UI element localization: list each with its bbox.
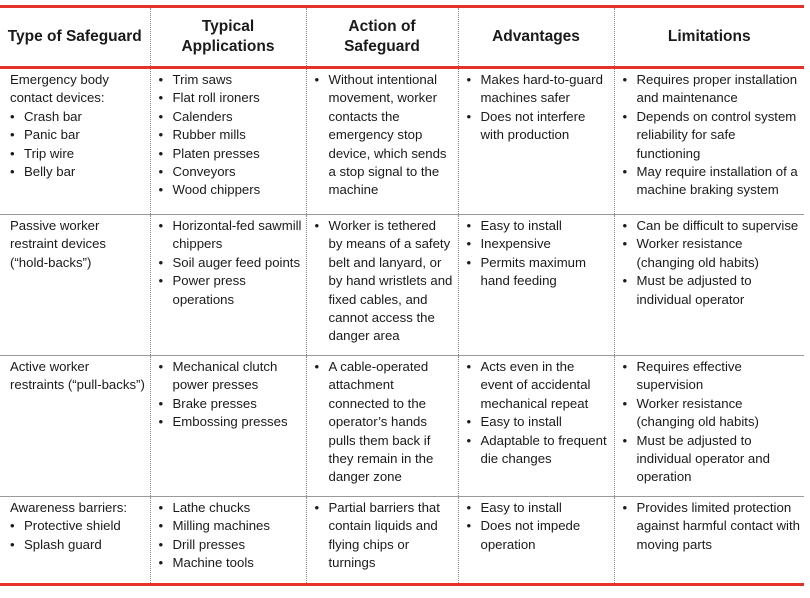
safeguard-type-cell — [0, 68, 150, 215]
limitations-cell — [614, 356, 804, 497]
header-row — [0, 8, 804, 68]
list-item: • Crash bar — [10, 108, 146, 126]
advantages-list — [467, 499, 610, 554]
list-item: • Machine tools — [159, 554, 302, 572]
applications-list — [159, 499, 302, 573]
list-item: • Rubber mills — [159, 126, 302, 144]
advantages-cell — [458, 215, 614, 356]
action-cell — [306, 356, 458, 497]
header-advantages: Advantages — [458, 8, 614, 68]
list-item: • Does not impede operation — [467, 517, 610, 554]
list-item: • Without intentional movement, worker contacts the emergency stop device, which sends a stop signal to the machine — [315, 71, 454, 200]
list-item: • Makes hard-to-guard machines safer — [467, 71, 610, 108]
list-item: • Acts even in the event of accidental mechanical repeat — [467, 358, 610, 413]
list-item: • Flat roll ironers — [159, 89, 302, 107]
list-item: • Permits maximum hand feeding — [467, 254, 610, 291]
list-item: • Platen presses — [159, 145, 302, 163]
list-item: • Trim saws — [159, 71, 302, 89]
applications-list — [159, 217, 302, 309]
table-row — [0, 356, 804, 497]
limitations-list — [623, 71, 801, 200]
list-item: • Calenders — [159, 108, 302, 126]
list-item: • Inexpensive — [467, 235, 610, 253]
list-item: • Must be adjusted to individual operator and operation — [623, 432, 801, 487]
list-item: • Easy to install — [467, 499, 610, 517]
list-item: • Can be difficult to supervise — [623, 217, 801, 235]
list-item: • Lathe chucks — [159, 499, 302, 517]
safeguard-type-cell — [0, 497, 150, 585]
table-header — [0, 8, 804, 68]
list-item: • Drill presses — [159, 536, 302, 554]
safeguard-type-list — [10, 517, 146, 554]
header-action-of-safeguard: Action of Safeguard — [306, 8, 458, 68]
list-item: • Wood chippers — [159, 181, 302, 199]
list-item: • Depends on control system reliability for safe functioning — [623, 108, 801, 163]
list-item: • May require installation of a machine braking system — [623, 163, 801, 200]
list-item: • Belly bar — [10, 163, 146, 181]
safeguard-type-cell — [0, 215, 150, 356]
header-typical-applications: Typical Applications — [150, 8, 306, 68]
applications-cell — [150, 215, 306, 356]
limitations-list — [623, 499, 801, 554]
list-item: • Conveyors — [159, 163, 302, 181]
list-item: • Adaptable to frequent die changes — [467, 432, 610, 469]
list-item: • Mechanical clutch power presses — [159, 358, 302, 395]
header-limitations: Limitations — [614, 8, 804, 68]
list-item: • Trip wire — [10, 145, 146, 163]
limitations-list — [623, 358, 801, 487]
table-row — [0, 497, 804, 585]
action-list — [315, 499, 454, 573]
limitations-cell — [614, 68, 804, 215]
applications-list — [159, 71, 302, 200]
limitations-cell — [614, 497, 804, 585]
list-item: • Does not interfere with production — [467, 108, 610, 145]
header-type-of-safeguard: Type of Safeguard — [0, 8, 150, 68]
list-item: • Requires proper installation and maintenance — [623, 71, 801, 108]
applications-cell — [150, 497, 306, 585]
safeguard-comparison-table — [0, 8, 804, 586]
action-list — [315, 217, 454, 346]
list-item: • Splash guard — [10, 536, 146, 554]
safeguard-type-title: Awareness barriers: — [10, 500, 128, 515]
advantages-cell — [458, 68, 614, 215]
list-item: • Provides limited protection against harmful contact with moving parts — [623, 499, 801, 554]
list-item: • Must be adjusted to individual operator — [623, 272, 801, 309]
applications-list — [159, 358, 302, 432]
safeguard-type-list — [10, 108, 146, 182]
applications-cell — [150, 68, 306, 215]
limitations-cell — [614, 215, 804, 356]
list-item: • Embossing presses — [159, 413, 302, 431]
list-item: • Easy to install — [467, 413, 610, 431]
advantages-list — [467, 358, 610, 468]
list-item: • Worker is tethered by means of a safety belt and lanyard, or by hand wristlets and fixed cables, and cannot access the danger area — [315, 217, 454, 346]
list-item: • Panic bar — [10, 126, 146, 144]
list-item: • Requires effective supervision — [623, 358, 801, 395]
action-cell — [306, 68, 458, 215]
list-item: • A cable-operated attachment connected to the operator’s hands pulls them back if they remain in the danger zone — [315, 358, 454, 487]
advantages-list — [467, 71, 610, 145]
safeguard-type-cell — [0, 356, 150, 497]
list-item: • Soil auger feed points — [159, 254, 302, 272]
list-item: • Partial barriers that contain liquids and flying chips or turnings — [315, 499, 454, 573]
list-item: • Milling machines — [159, 517, 302, 535]
list-item: • Easy to install — [467, 217, 610, 235]
limitations-list — [623, 217, 801, 309]
list-item: • Power press operations — [159, 272, 302, 309]
table-row — [0, 215, 804, 356]
list-item: • Worker resistance (changing old habits) — [623, 395, 801, 432]
list-item: • Worker resistance (changing old habits) — [623, 235, 801, 272]
action-list — [315, 71, 454, 200]
advantages-cell — [458, 356, 614, 497]
action-cell — [306, 497, 458, 585]
safeguard-type-title: Emergency body contact devices: — [10, 72, 109, 106]
table-row — [0, 68, 804, 215]
advantages-list — [467, 217, 610, 291]
list-item: • Brake presses — [159, 395, 302, 413]
advantages-cell — [458, 497, 614, 585]
applications-cell — [150, 356, 306, 497]
list-item: • Horizontal-fed sawmill chippers — [159, 217, 302, 254]
safeguard-type-title: Passive worker restraint devices (“hold-backs”) — [10, 218, 107, 270]
safeguard-type-title: Active worker restraints (“pull-backs”) — [10, 359, 145, 393]
list-item: • Protective shield — [10, 517, 146, 535]
table-body — [0, 68, 804, 585]
action-list — [315, 358, 454, 487]
action-cell — [306, 215, 458, 356]
